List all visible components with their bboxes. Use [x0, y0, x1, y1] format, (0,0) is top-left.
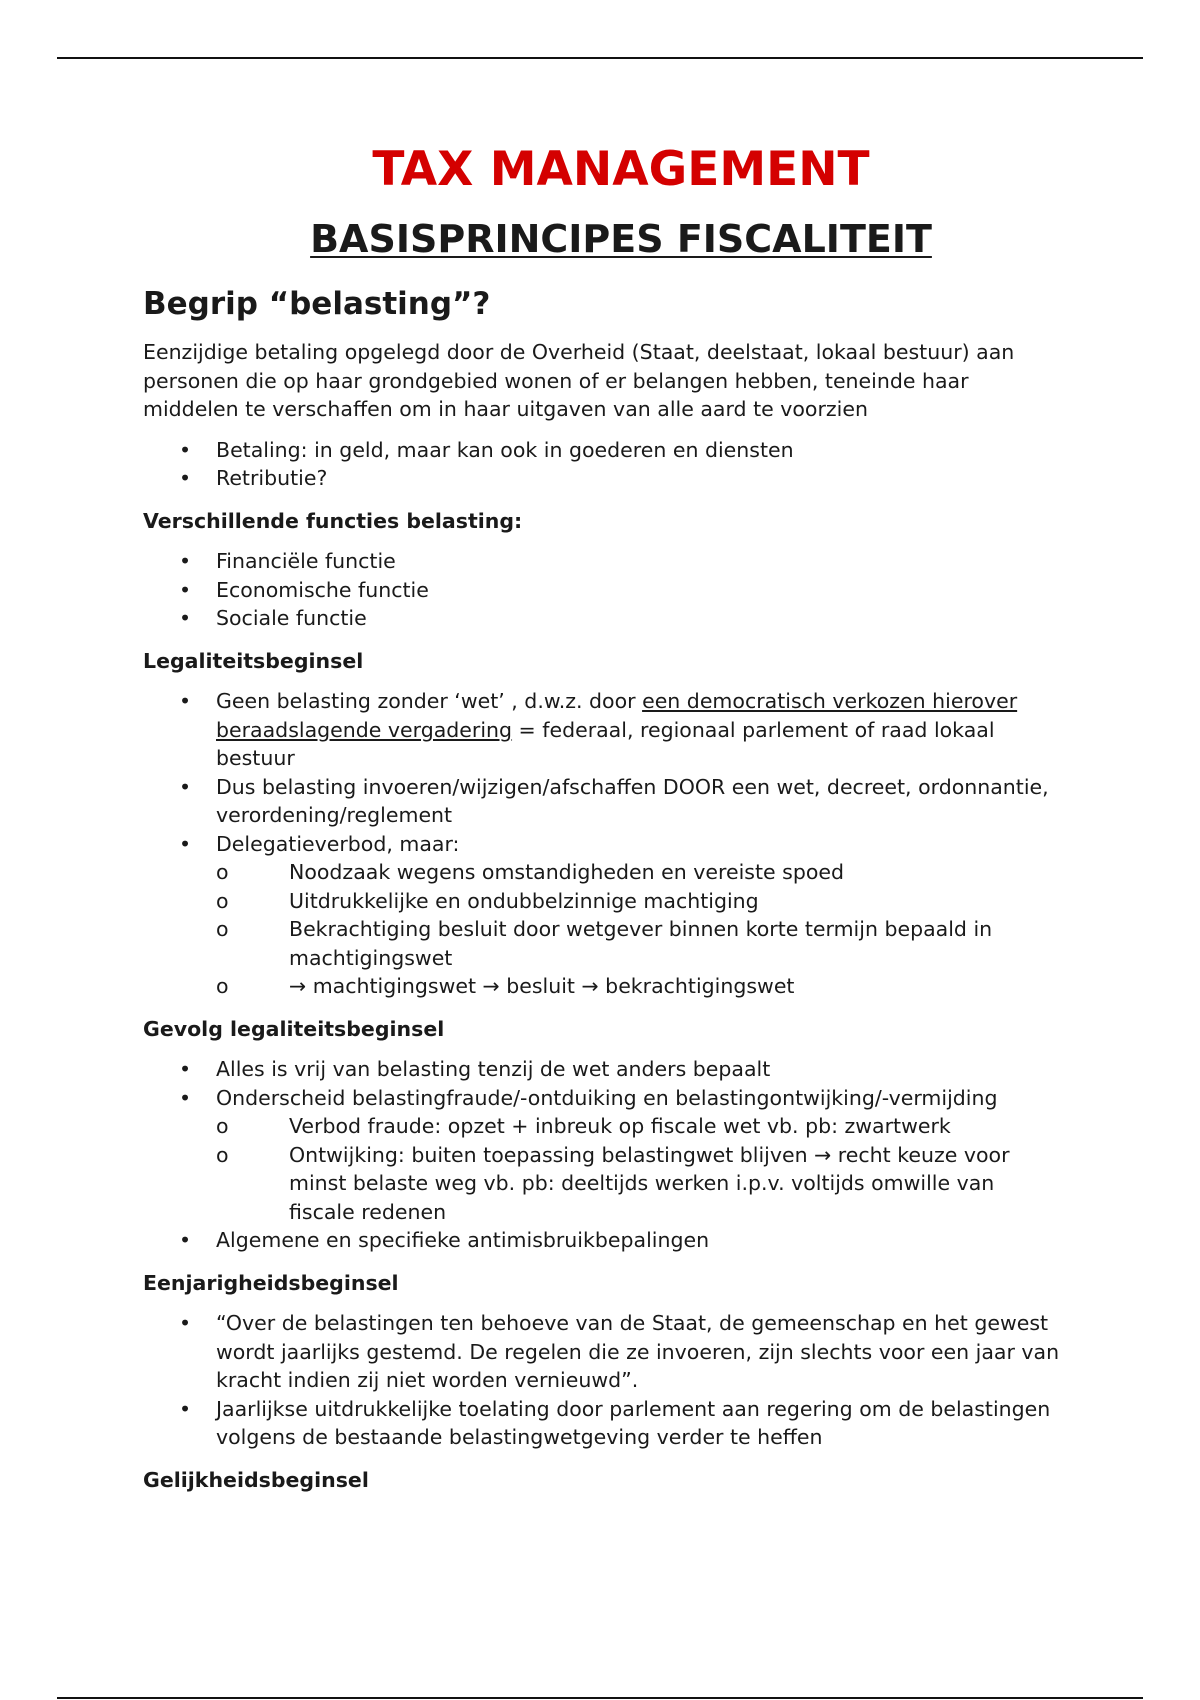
- list-item: [143, 436, 1063, 465]
- sub-list-item: [216, 972, 1063, 1001]
- sub-list-item-text: Ontwijking: buiten toepassing belastingwet blijven → recht keuze voor minst belaste weg vb. pb: deeltijds werken i.p.v. voltijds omwille van fiscale redenen: [289, 1142, 1010, 1224]
- list-item-text: Dus belasting invoeren/wijzigen/afschaffen DOOR een wet, decreet, ordonnantie, verordening/reglement: [216, 774, 1049, 827]
- bullet-icon: •: [179, 689, 192, 713]
- list-item: [143, 576, 1063, 605]
- sub-bullet-icon: o: [216, 1142, 229, 1167]
- sub-list-item-text: Bekrachtiging besluit door wetgever binnen korte termijn bepaald in machtigingswet: [289, 917, 993, 970]
- list-item: [143, 1055, 1063, 1084]
- sub-list-item: [216, 915, 1063, 972]
- sublist-delegatieverbod: [216, 858, 1063, 1001]
- list-item: [143, 687, 1063, 773]
- list-item: [143, 773, 1063, 830]
- list-item-text: Retributie?: [216, 466, 328, 490]
- list-item-text: Algemene en specifieke antimisbruikbepalingen: [216, 1228, 710, 1252]
- document-subtitle-text: BASISPRINCIPES FISCALITEIT: [310, 217, 932, 261]
- bullet-icon: •: [179, 774, 192, 799]
- list-legaliteit: [143, 687, 1063, 1001]
- sub-bullet-icon: o: [216, 860, 229, 884]
- sub-list-item-text: Uitdrukkelijke en ondubbelzinnige machtiging: [289, 888, 759, 913]
- sub-list-item: [216, 858, 1063, 887]
- list-item: [143, 464, 1063, 493]
- heading-gelijkheidsbeginsel: Gelijkheidsbeginsel: [143, 1467, 369, 1492]
- list-eenjarigheid: [143, 1309, 1063, 1452]
- list-item-text: Sociale functie: [216, 606, 367, 630]
- list-item-text: Betaling: in geld, maar kan ook in goederen en diensten: [216, 437, 794, 462]
- list-item: [143, 830, 1063, 1001]
- list-item: [143, 604, 1063, 633]
- sub-bullet-icon: o: [216, 974, 229, 998]
- bullet-icon: •: [179, 437, 192, 462]
- list-gevolg: [143, 1055, 1063, 1255]
- list-item: [143, 1084, 1063, 1227]
- sub-list-item-text: → machtigingswet → besluit → bekrachtigingswet: [289, 974, 795, 998]
- list-item-text: Onderscheid belastingfraude/-ontduiking en belastingontwijking/-vermijding: [216, 1085, 998, 1110]
- list-item-text: Financiële functie: [216, 549, 396, 573]
- sub-bullet-icon: o: [216, 888, 229, 913]
- list-begrip: [143, 436, 1063, 493]
- heading-functies: Verschillende functies belasting:: [143, 508, 523, 533]
- sub-list-item: [216, 887, 1063, 916]
- bullet-icon: •: [179, 1057, 192, 1081]
- sub-list-item-text: Verbod fraude: opzet + inbreuk op fiscale wet vb. pb: zwartwerk: [289, 1114, 951, 1138]
- header-rule: [57, 57, 1143, 59]
- bullet-icon: •: [179, 1396, 192, 1421]
- document-subtitle: [179, 214, 1063, 264]
- heading-begrip-belasting: Begrip “belasting”?: [143, 286, 491, 322]
- list-item: [143, 1309, 1063, 1395]
- list-item: [143, 1226, 1063, 1255]
- bullet-icon: •: [179, 466, 192, 490]
- list-item: [143, 547, 1063, 576]
- sub-bullet-icon: o: [216, 917, 229, 941]
- bullet-icon: •: [179, 1228, 192, 1252]
- bullet-icon: •: [179, 1085, 192, 1110]
- list-item: [143, 1395, 1063, 1452]
- document-body: [143, 140, 1063, 1494]
- sub-bullet-icon: o: [216, 1114, 229, 1138]
- footer-rule: [57, 1697, 1143, 1699]
- heading-eenjarigheidsbeginsel: Eenjarigheidsbeginsel: [143, 1270, 399, 1295]
- list-item-text: Economische functie: [216, 577, 429, 602]
- document-title: TAX MANAGEMENT: [372, 142, 870, 197]
- sub-list-item: [216, 1112, 1063, 1141]
- bullet-icon: •: [179, 549, 192, 573]
- sublist-onderscheid: [216, 1112, 1063, 1226]
- list-item-text: Alles is vrij van belasting tenzij de wet anders bepaalt: [216, 1057, 771, 1081]
- bullet-icon: •: [179, 577, 192, 602]
- list-item-text: Geen belasting zonder ‘wet’ , d.w.z. door: [216, 689, 643, 713]
- list-item-text: Delegatieverbod, maar:: [216, 831, 460, 856]
- list-item-text: Jaarlijkse uitdrukkelijke toelating door parlement aan regering om de belastingen volgens de bestaande belastingwetgeving verder te heffen: [216, 1396, 1051, 1449]
- list-functies: [143, 547, 1063, 633]
- paragraph-definition: Eenzijdige betaling opgelegd door de Overheid (Staat, deelstaat, lokaal bestuur) aan personen die op haar grondgebied wonen of er belangen hebben, teneinde haar middelen te verschaffen om in haar uitgaven van alle aard te voorzien: [143, 340, 1015, 421]
- bullet-icon: •: [179, 606, 192, 630]
- bullet-icon: •: [179, 1311, 192, 1335]
- underlined-phrase: een democratisch verkozen hierover beraadslagende vergadering: [216, 689, 1018, 742]
- list-item-text: “Over de belastingen ten behoeve van de Staat, de gemeenschap en het gewest wordt jaarlijks gestemd. De regelen die ze invoeren, zijn slechts voor een jaar van kracht indien zij niet worden vernieuwd”.: [216, 1311, 1060, 1392]
- heading-gevolg-legaliteitsbeginsel: Gevolg legaliteitsbeginsel: [143, 1016, 445, 1041]
- heading-legaliteitsbeginsel: Legaliteitsbeginsel: [143, 648, 364, 673]
- list-item-text: = federaal, regionaal parlement of raad lokaal bestuur: [216, 717, 995, 770]
- bullet-icon: •: [179, 831, 192, 856]
- sub-list-item-text: Noodzaak wegens omstandigheden en vereiste spoed: [289, 860, 845, 884]
- sub-list-item: [216, 1141, 1063, 1227]
